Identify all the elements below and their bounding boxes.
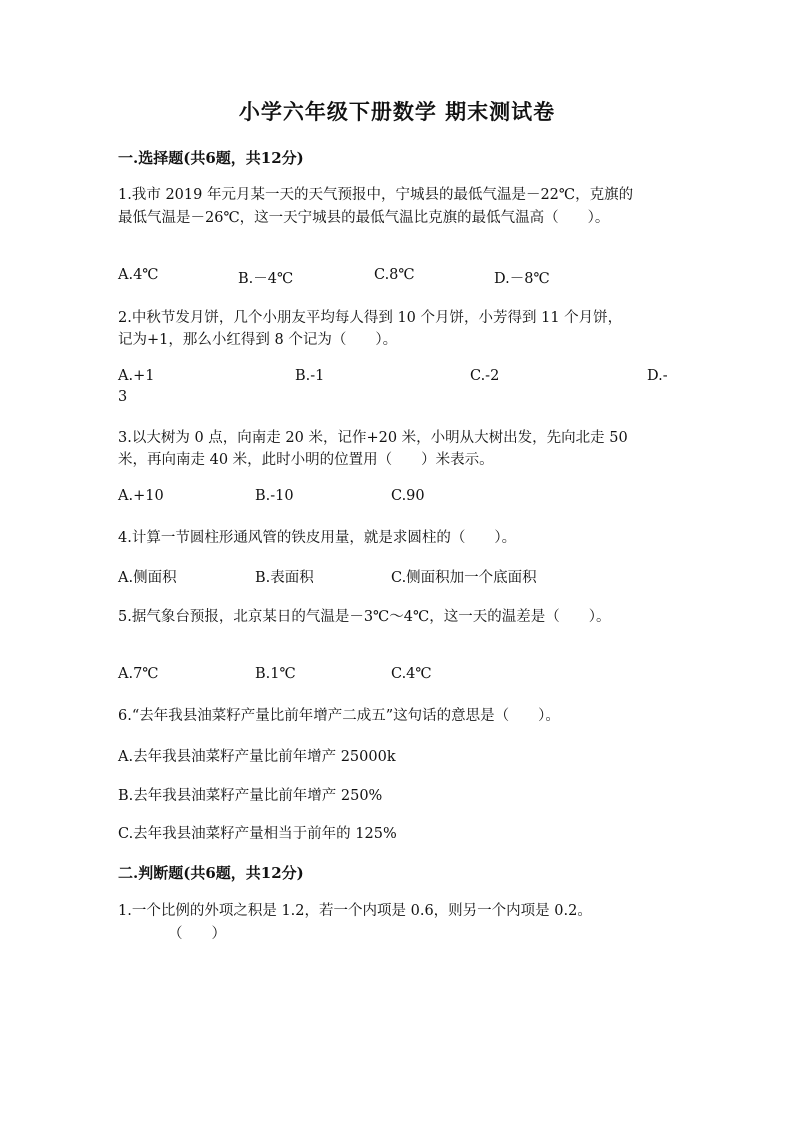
question-1-option-b: B.－4℃ — [238, 271, 294, 287]
question-3-option-a: A.+10 — [118, 488, 164, 504]
question-1-option-c: C.8℃ — [374, 267, 415, 283]
question-2-line-2: 记为+1，那么小红得到 8 个记为（ ）。 — [118, 332, 398, 348]
question-2-option-b: B.-1 — [295, 368, 325, 384]
judgment-1-line-1: 1.一个比例的外项之积是 1.2，若一个内项是 0.6，则另一个内项是 0.2。 — [118, 903, 592, 919]
question-1-option-d: D.－8℃ — [494, 271, 550, 287]
question-5-option-c: C.4℃ — [391, 666, 432, 682]
judgment-1-answer-blank: （ ） — [168, 926, 226, 942]
question-1-line-1: 1.我市 2019 年元月某一天的天气预报中，宁城县的最低气温是－22℃，克旗的 — [118, 187, 634, 203]
question-6-option-c: C.去年我县油菜籽产量相当于前年的 125% — [118, 826, 397, 842]
question-4-option-b: B.表面积 — [255, 570, 314, 586]
question-2-option-d-wrap: 3 — [118, 389, 128, 405]
question-6-option-b: B.去年我县油菜籽产量比前年增产 250% — [118, 788, 383, 804]
question-6-option-a: A.去年我县油菜籽产量比前年增产 25000k — [118, 749, 396, 765]
question-2-option-a: A.+1 — [118, 368, 155, 384]
question-4-option-a: A.侧面积 — [118, 570, 177, 586]
question-4-option-c: C.侧面积加一个底面积 — [391, 570, 537, 586]
page-title: 小学六年级下册数学 期末测试卷 — [238, 99, 556, 124]
section-heading-judgment: 二.判断题(共6题，共12分) — [118, 864, 304, 882]
section-heading-choice: 一.选择题(共6题，共12分) — [118, 149, 304, 167]
question-6-line-1: 6.“去年我县油菜籽产量比前年增产二成五”这句话的意思是（ ）。 — [118, 708, 560, 724]
question-3-option-b: B.-10 — [255, 488, 294, 504]
question-2-line-1: 2.中秋节发月饼，几个小朋友平均每人得到 10 个月饼，小芳得到 11 个月饼， — [118, 310, 623, 326]
question-2-option-d: D.- — [647, 368, 668, 384]
question-1-option-a: A.4℃ — [118, 267, 159, 283]
question-4-line-1: 4.计算一节圆柱形通风管的铁皮用量，就是求圆柱的（ ）。 — [118, 530, 517, 546]
question-5-option-b: B.1℃ — [255, 666, 296, 682]
question-3-line-2: 米，再向南走 40 米，此时小明的位置用（ ）米表示。 — [118, 452, 494, 468]
question-3-option-c: C.90 — [391, 488, 425, 504]
question-1-line-2: 最低气温是－26℃，这一天宁城县的最低气温比克旗的最低气温高（ ）。 — [118, 210, 610, 226]
question-5-option-a: A.7℃ — [118, 666, 159, 682]
question-2-option-c: C.-2 — [470, 368, 500, 384]
question-5-line-1: 5.据气象台预报，北京某日的气温是－3℃～4℃，这一天的温差是（ ）。 — [118, 609, 611, 625]
question-3-line-1: 3.以大树为 0 点，向南走 20 米，记作+20 米，小明从大树出发，先向北走 50 — [118, 430, 628, 446]
